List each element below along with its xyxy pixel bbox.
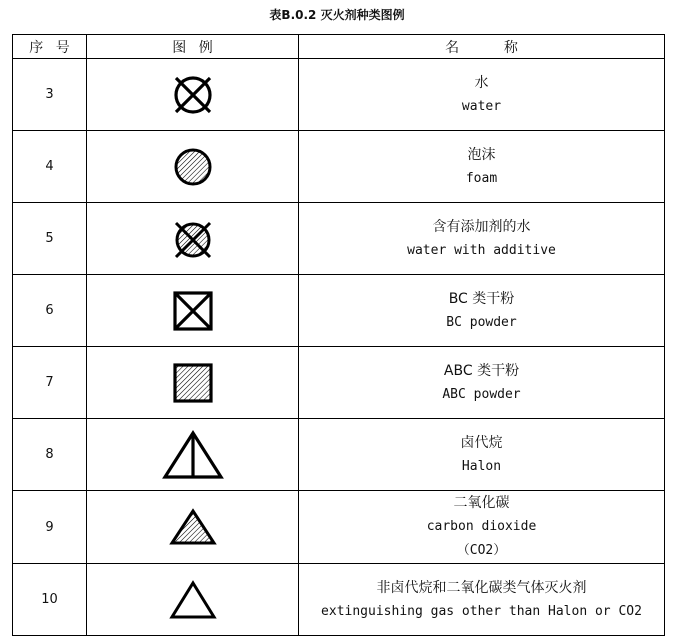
- name-zh: 含有添加剂的水: [432, 218, 531, 235]
- header-name: 名称: [299, 35, 665, 59]
- header-no: 序号: [13, 35, 87, 59]
- name-zh: 卤代烷: [460, 434, 503, 451]
- name-en: carbon dioxide: [426, 519, 537, 534]
- name-en: BC powder: [446, 314, 517, 330]
- row-number: 4: [13, 131, 87, 203]
- row-number: 5: [13, 203, 87, 275]
- hatched-circle-icon: [171, 145, 215, 189]
- header-symbol: 图例: [87, 35, 299, 59]
- row-number: 9: [13, 491, 87, 564]
- name-zh: BC 类干粉: [448, 290, 515, 307]
- name-en: water: [461, 98, 502, 114]
- triangle-vertical-line-icon: [162, 430, 224, 480]
- header-row: [13, 35, 665, 59]
- table-row: [13, 564, 665, 636]
- row-number: 6: [13, 275, 87, 347]
- name-en: foam: [465, 170, 498, 186]
- row-number: 10: [13, 564, 87, 636]
- name-en: water with additive: [407, 242, 556, 258]
- hatched-square-icon: [172, 362, 214, 404]
- table-row: [13, 131, 665, 203]
- row-number: 7: [13, 347, 87, 419]
- name-en: extinguishing gas other than Halon or CO2: [321, 603, 642, 619]
- hatched-circle-x-icon: [171, 217, 215, 261]
- square-x-icon: [172, 290, 214, 332]
- triangle-icon: [169, 580, 217, 620]
- table-row: [13, 59, 665, 131]
- table-row: [13, 275, 665, 347]
- name-zh: 二氧化碳: [453, 495, 510, 511]
- legend-table: [12, 34, 665, 636]
- name-en: ABC powder: [442, 386, 521, 402]
- name-zh: ABC 类干粉: [443, 362, 520, 379]
- hatched-triangle-icon: [169, 508, 217, 546]
- table-row: [13, 491, 665, 564]
- table-title: 表B.0.2 灭火剂种类图例: [269, 8, 405, 22]
- table-row: [13, 347, 665, 419]
- name-zh: 泡沫: [467, 146, 496, 163]
- circle-x-icon: [171, 73, 215, 117]
- name-en: Halon: [461, 458, 502, 474]
- table-row: [13, 419, 665, 491]
- row-number: 8: [13, 419, 87, 491]
- table-row: [13, 203, 665, 275]
- name-zh: 水: [474, 74, 489, 91]
- name-en-formula: （CO2）: [456, 543, 507, 558]
- name-zh: 非卤代烷和二氧化碳类气体灭火剂: [376, 579, 587, 596]
- row-number: 3: [13, 59, 87, 131]
